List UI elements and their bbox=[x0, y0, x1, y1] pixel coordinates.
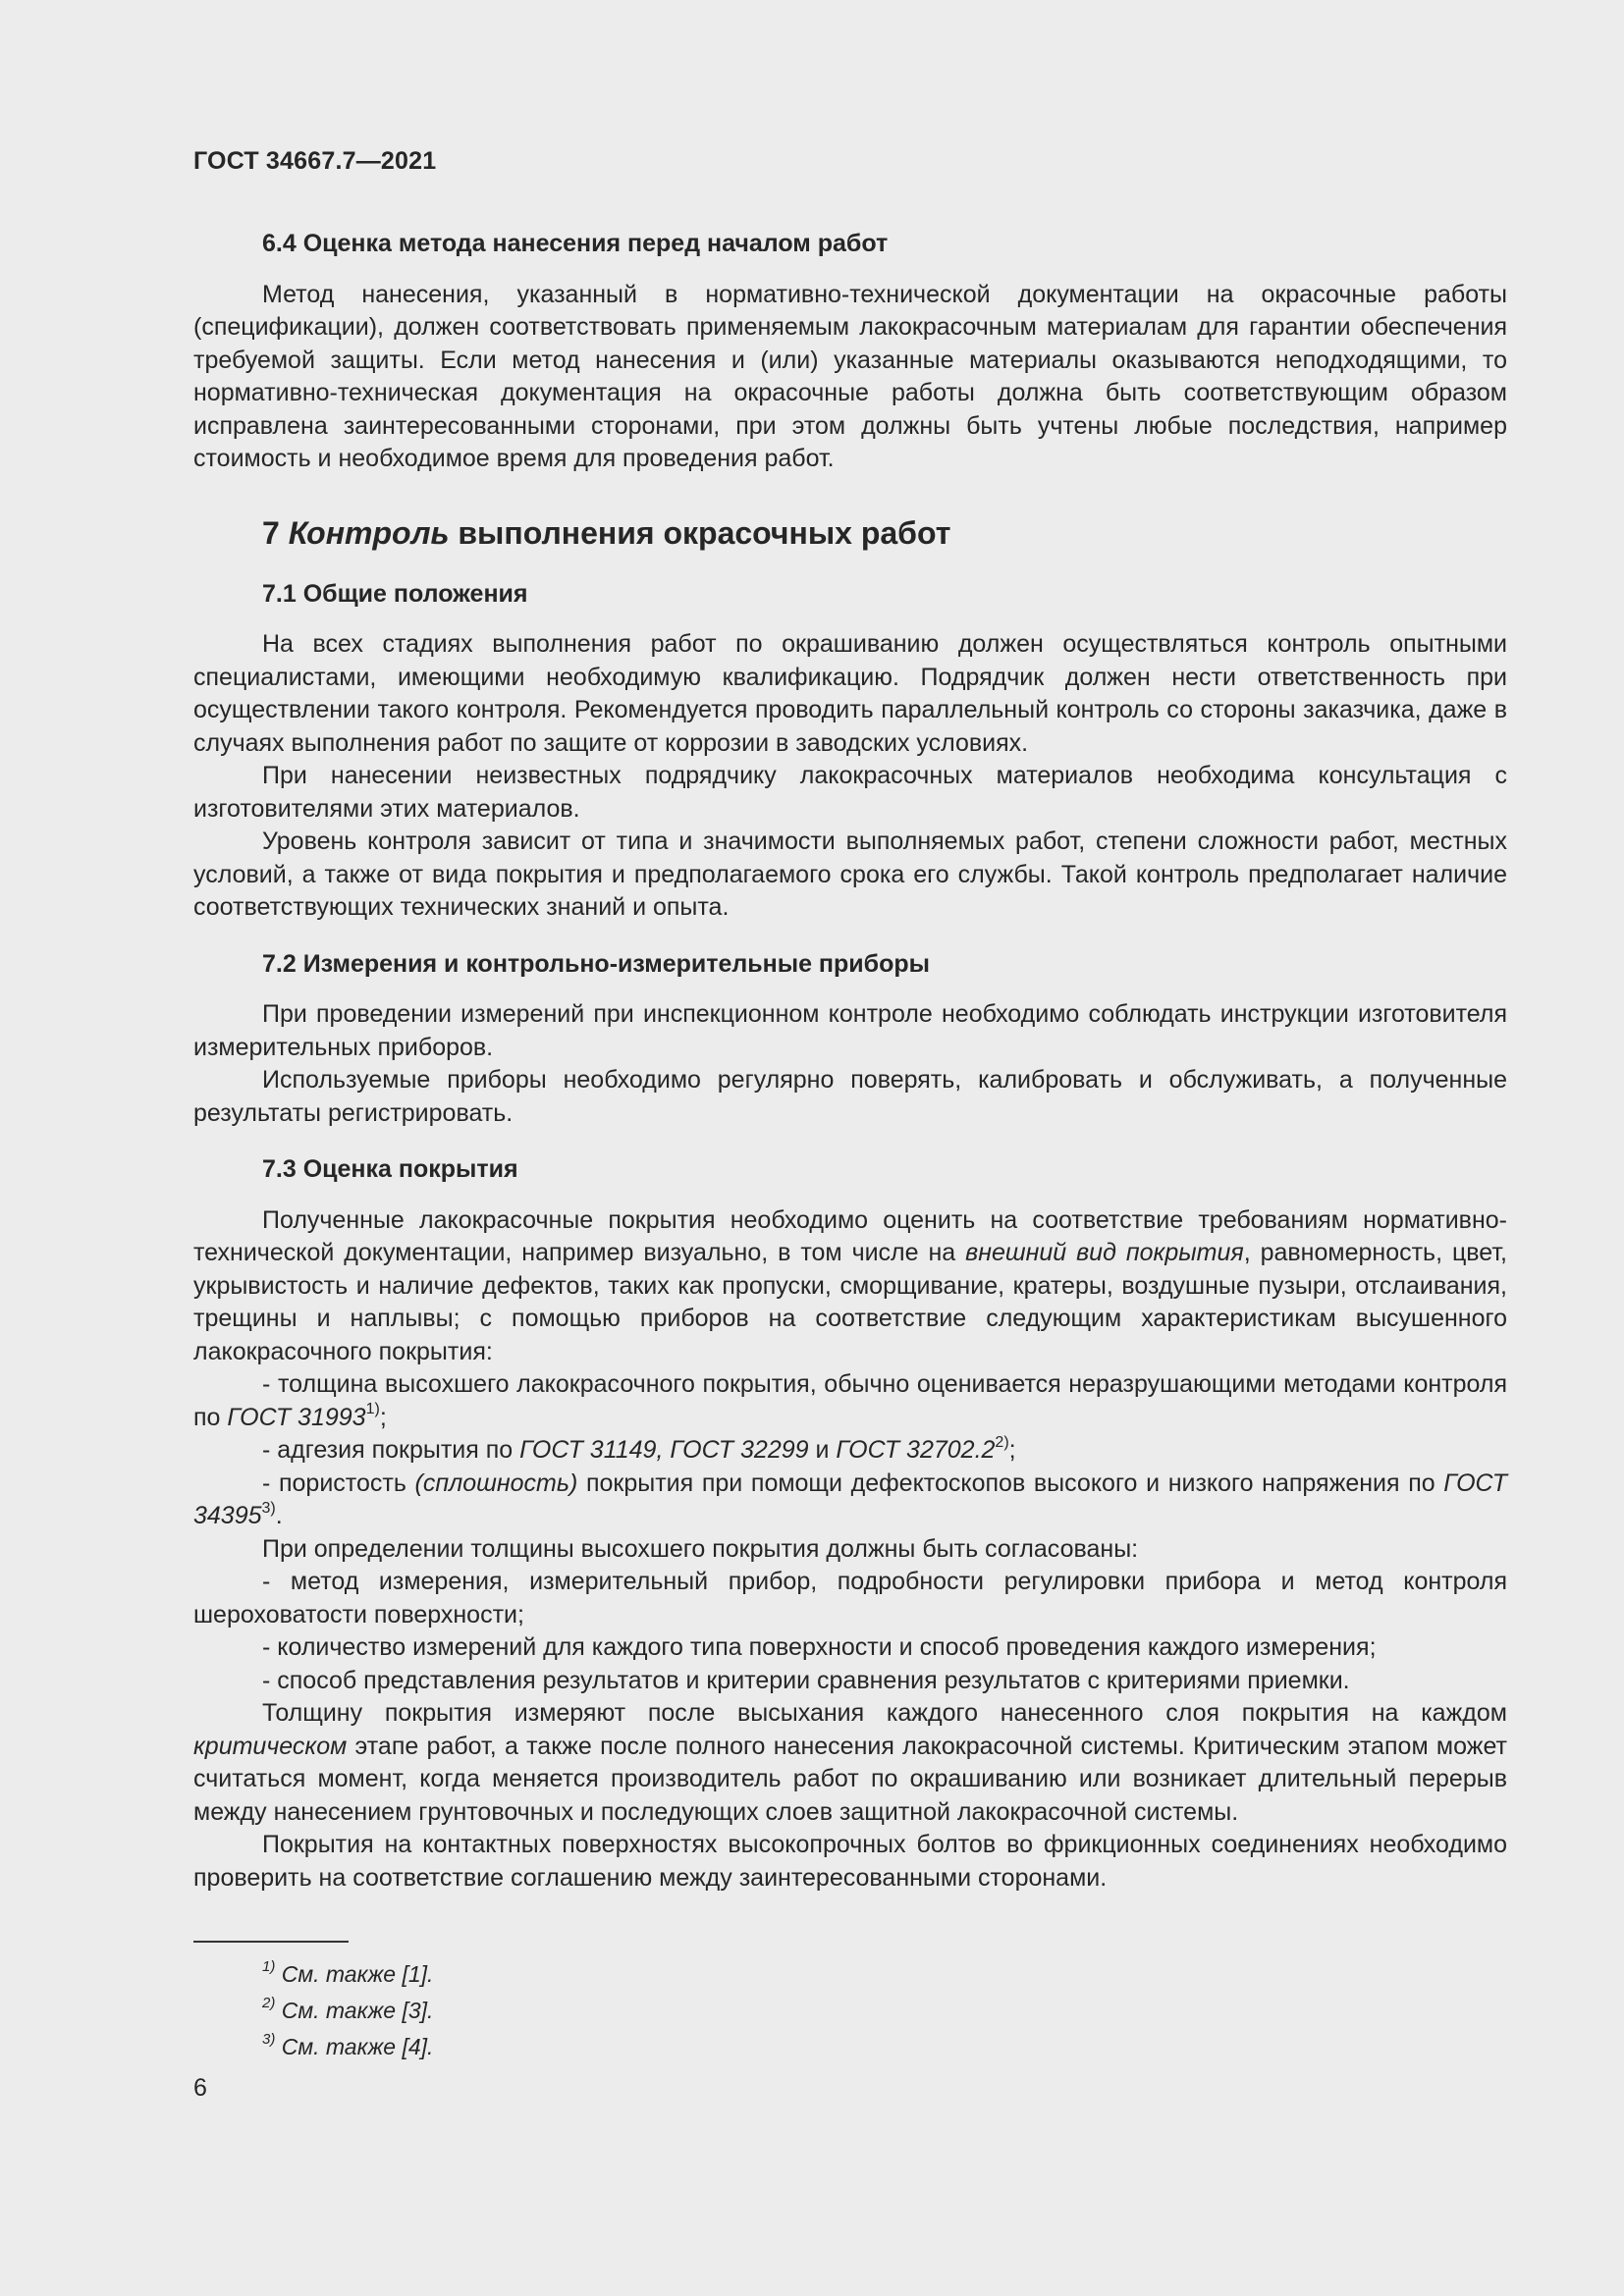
text-run: - пористость bbox=[262, 1468, 415, 1497]
page-content bbox=[193, 228, 1507, 1895]
bullet-adhesion bbox=[193, 1434, 1507, 1468]
text-run: ; bbox=[379, 1403, 387, 1431]
paragraph-7-1-3: Уровень контроля зависит от типа и значимости выполняемых работ, степени сложности работ, местных условий, а также от вида покрытия и предполагаемого срока его службы. Такой контроль предполагает наличие соответствующих технических знаний и опыта. bbox=[193, 828, 1507, 921]
bullet-method: - метод измерения, измерительный прибор, подробности регулировки прибора и метод контроля шероховатости поверхности; bbox=[193, 1568, 1507, 1629]
heading-section-7 bbox=[262, 513, 1507, 553]
footnote-ref: 3) bbox=[261, 1499, 276, 1517]
paragraph-7-3-3 bbox=[193, 1697, 1507, 1829]
footnote-text: См. также [1]. bbox=[275, 1961, 434, 1987]
text-run: покрытия при помощи дефектоскопов высокого и низкого напряжения по bbox=[577, 1468, 1444, 1497]
text-run: . bbox=[275, 1502, 283, 1529]
footnote-mark: 1) bbox=[262, 1958, 276, 1976]
paragraph-7-3-1 bbox=[193, 1204, 1507, 1369]
heading-7-2: 7.2 Измерения и контрольно-измерительные приборы bbox=[262, 949, 931, 978]
bullet-porosity bbox=[193, 1468, 1507, 1533]
text-run: этапе работ, а также после полного нанесения лакокрасочной системы. Критическим этапом может считаться момент, когда меняется производитель работ по окрашиванию или возникает длительный перерыв между нанесением грунтовочных и последующих слоев защитной лакокрасочной системы. bbox=[193, 1732, 1507, 1826]
footnote-3 bbox=[262, 2029, 433, 2065]
footnote-1 bbox=[262, 1956, 433, 1993]
heading-7-3: 7.3 Оценка покрытия bbox=[262, 1155, 518, 1183]
italic-run: критическом bbox=[193, 1732, 348, 1760]
text-run: - адгезия покрытия по bbox=[262, 1436, 520, 1464]
paragraph-7-3-4: Покрытия на контактных поверхностях высокопрочных болтов во фрикционных соединениях необходимо проверить на соответствие соглашению между заинтересованными сторонами. bbox=[193, 1831, 1507, 1892]
heading-6-4: 6.4 Оценка метода нанесения перед началом работ bbox=[262, 230, 889, 257]
bullet-thickness bbox=[193, 1368, 1507, 1434]
text-run: ; bbox=[1008, 1436, 1016, 1464]
text-run: Полученные лакокрасочные покрытия необходимо оценить на соответствие требованиям нормативно-технической документации, например визуально, в том числе на bbox=[193, 1205, 1507, 1266]
footnotes bbox=[262, 1956, 433, 2065]
document-code: ГОСТ 34667.7—2021 bbox=[193, 147, 437, 175]
heading-7-number: 7 bbox=[262, 514, 289, 551]
standard-reference: ГОСТ 32702.2 bbox=[836, 1436, 996, 1464]
text-run: - толщина высохшего лакокрасочного покрытия, обычно оценивается неразрушающими методами контроля по bbox=[193, 1370, 1507, 1431]
standard-reference: ГОСТ 34395 bbox=[193, 1468, 1508, 1529]
footnote-mark: 3) bbox=[262, 2031, 276, 2049]
italic-run: внешний вид покрытия bbox=[965, 1239, 1244, 1266]
bullet-measurements: - количество измерений для каждого типа поверхности и способ проведения каждого измерения; bbox=[262, 1633, 1377, 1661]
text-run: Толщину покрытия измеряют после высыхания каждого нанесенного слоя покрытия на каждом bbox=[262, 1699, 1507, 1727]
paragraph-7-2-2: Используемые приборы необходимо регулярно поверять, калибровать и обслуживать, а полученные результаты регистрировать. bbox=[193, 1066, 1507, 1127]
standard-reference: ГОСТ 31993 bbox=[227, 1403, 366, 1431]
paragraph-7-2-1: При проведении измерений при инспекционном контроле необходимо соблюдать инструкции изготовителя измерительных приборов. bbox=[193, 1000, 1507, 1061]
footnote-text: См. также [4]. bbox=[275, 2034, 434, 2059]
heading-7-rest: выполнения окрасочных работ bbox=[449, 514, 951, 551]
footnote-divider bbox=[193, 1941, 349, 1943]
paragraph-7-1-1: На всех стадиях выполнения работ по окрашиванию должен осуществляться контроль опытными специалистами, имеющими необходимую квалификацию. Подрядчик должен нести ответственность при осуществлении такого контроля. Рекомендуется проводить параллельный контроль со стороны заказчика, даже в случаях выполнения работ по защите от коррозии в заводских условиях. bbox=[193, 630, 1507, 757]
footnote-2 bbox=[262, 1993, 433, 2029]
footnote-ref: 1) bbox=[365, 1401, 380, 1418]
heading-7-1: 7.1 Общие положения bbox=[262, 579, 528, 608]
footnote-text: См. также [3]. bbox=[275, 1998, 434, 2023]
footnote-ref: 2) bbox=[995, 1433, 1009, 1451]
text-run: , равномерность, цвет, укрывистость и наличие дефектов, таких как пропуски, сморщивание, кратеры, воздушные пузыри, отслаивания, трещины и наплывы; с помощью приборов на соответствие следующим характеристикам высушенного лакокрасочного покрытия: bbox=[193, 1239, 1507, 1365]
italic-run: (сплошность) bbox=[414, 1468, 578, 1497]
paragraph-6-4-1: Метод нанесения, указанный в нормативно-технической документации на окрасочные работы (спецификации), должен соответствовать применяемым лакокрасочным материалам для гарантии обеспечения требуемой защиты. Если метод нанесения и (или) указанные материалы оказываются неподходящими, то нормативно-техническая документация на окрасочные работы должна быть соответствующим образом исправлена заинтересованными сторонами, при этом должны быть учтены любые последствия, например стоимость и необходимое время для проведения работ. bbox=[193, 280, 1507, 472]
standard-reference: ГОСТ 31149, ГОСТ 32299 bbox=[519, 1436, 809, 1464]
text-run: и bbox=[808, 1436, 837, 1464]
paragraph-7-1-2: При нанесении неизвестных подрядчику лакокрасочных материалов необходима консультация с изготовителями этих материалов. bbox=[193, 762, 1507, 823]
footnote-mark: 2) bbox=[262, 1995, 276, 2012]
page-number: 6 bbox=[193, 2074, 207, 2102]
bullet-results: - способ представления результатов и критерии сравнения результатов с критериями приемки. bbox=[262, 1666, 1350, 1694]
paragraph-7-3-2: При определении толщины высохшего покрытия должны быть согласованы: bbox=[262, 1534, 1139, 1563]
heading-7-italic: Контроль bbox=[288, 514, 450, 551]
